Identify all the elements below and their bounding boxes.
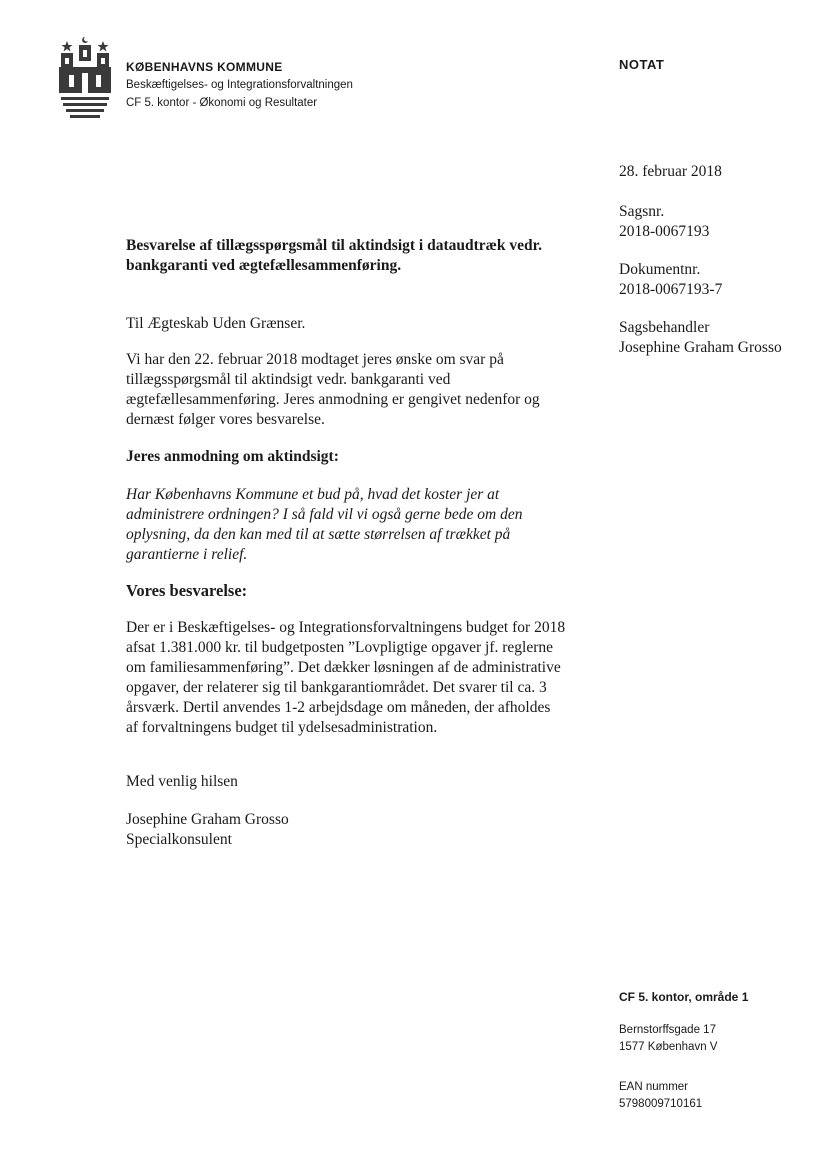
- answer-heading: Vores besvarelse:: [126, 581, 248, 600]
- letter-title: Besvarelse af tillægsspørgsmål til aktindsigt i dataudtræk vedr. bankgaranti ved ægtefællesammenføring.: [126, 237, 542, 274]
- case-handler-name: Josephine Graham Grosso: [619, 339, 782, 356]
- case-number-label: Sagsnr.: [619, 203, 665, 220]
- closing: Med venlig hilsen: [126, 773, 238, 790]
- case-handler-block: [619, 318, 782, 358]
- document-number-label: Dokumentnr.: [619, 261, 701, 278]
- organization-block: [126, 58, 353, 112]
- office-name: CF 5. kontor - Økonomi og Resultater: [126, 97, 318, 109]
- ean-number: 5798009710161: [619, 1098, 703, 1110]
- case-number-block: [619, 202, 709, 242]
- case-handler-label: Sagsbehandler: [619, 319, 710, 336]
- department-name: Beskæftigelses- og Integrationsforvaltningen: [126, 79, 353, 91]
- footer-ean: [619, 1079, 702, 1113]
- signature-block: [126, 810, 606, 850]
- request-quote: Har Københavns Kommune et bud på, hvad det koster jer at administrere ordningen? I så fald vil vi også gerne bede om den oplysning, da den kan med til at sætte størrelsen af trækket på garantierne i relief.: [126, 486, 523, 563]
- case-number: 2018-0067193: [619, 223, 710, 240]
- document-date: 28. februar 2018: [619, 163, 722, 180]
- footer-street: Bernstorffsgade 17: [619, 1024, 716, 1036]
- ean-label: EAN nummer: [619, 1081, 689, 1093]
- document-type: NOTAT: [619, 57, 665, 72]
- document-number: 2018-0067193-7: [619, 281, 723, 298]
- signer-name: Josephine Graham Grosso: [126, 811, 289, 828]
- document-number-block: [619, 260, 722, 300]
- footer-address: [619, 1022, 717, 1056]
- request-heading: Jeres anmodning om aktindsigt:: [126, 448, 339, 465]
- copenhagen-coat-of-arms-icon: [57, 37, 113, 123]
- organization-name: KØBENHAVNS KOMMUNE: [126, 60, 283, 74]
- footer-city: 1577 København V: [619, 1041, 718, 1053]
- signer-title: Specialkonsulent: [126, 831, 232, 848]
- answer-paragraph: Der er i Beskæftigelses- og Integrationsforvaltningens budget for 2018 afsat 1.381.000 kr. til budgetposten ”Lovpligtige opgaver jf. reglerne om familiesammenføring”. Det dækker løsningen af de administrative opgaver, der relaterer sig til bankgarantiområdet. Det svarer til ca. 3 årsværk. Dertil anvendes 1-2 arbejdsdage om måneden, der afholdes af forvaltningens budget til ydelsesadministration.: [126, 619, 566, 736]
- footer-office: CF 5. kontor, område 1: [619, 990, 749, 1004]
- salutation: Til Ægteskab Uden Grænser.: [126, 315, 306, 332]
- intro-paragraph: Vi har den 22. februar 2018 modtaget jeres ønske om svar på tillægsspørgsmål til aktindsigt vedr. bankgaranti ved ægtefællesammenføring. Jeres anmodning er gengivet nedenfor og dernæst følger vores besvarelse.: [126, 351, 540, 428]
